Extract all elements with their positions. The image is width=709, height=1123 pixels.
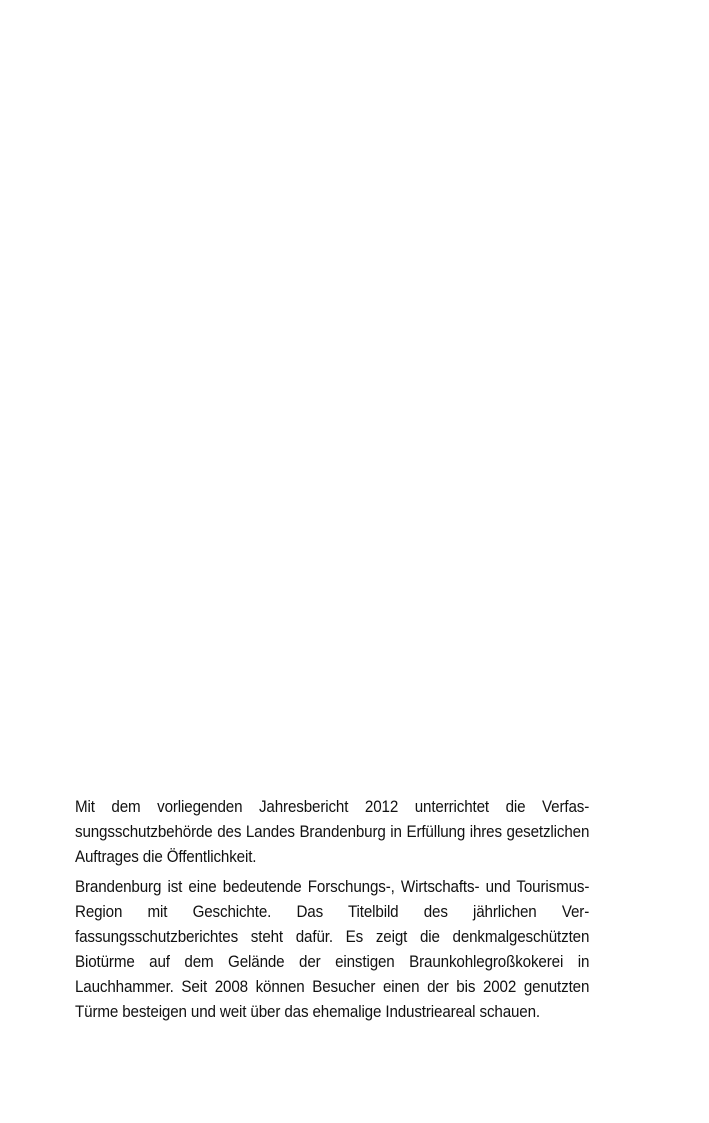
- intro-paragraph-2: Brandenburg ist eine bedeutende Forschungs-, Wirtschafts- und Tourismus-Region mit Geschichte. Das Titelbild des jährlichen Verfassungsschutzberichtes steht dafür. Es zeigt die denkmalgeschützten Biotürme auf dem Gelände der einstigen Braunkohlegroßkokerei in Lauchhammer. Seit 2008 können Besucher einen der bis 2002 genutzten Türme besteigen und weit über das ehemalige Industrieareal schauen.: [75, 878, 590, 1021]
- intro-paragraph-1: Mit dem vorliegenden Jahresbericht 2012 unterrichtet die Verfassungsschutzbehörde des Landes Brandenburg in Erfüllung ihres gesetzlichen Auftrages die Öffentlichkeit.: [75, 798, 590, 866]
- intro-text-block: [75, 795, 590, 1025]
